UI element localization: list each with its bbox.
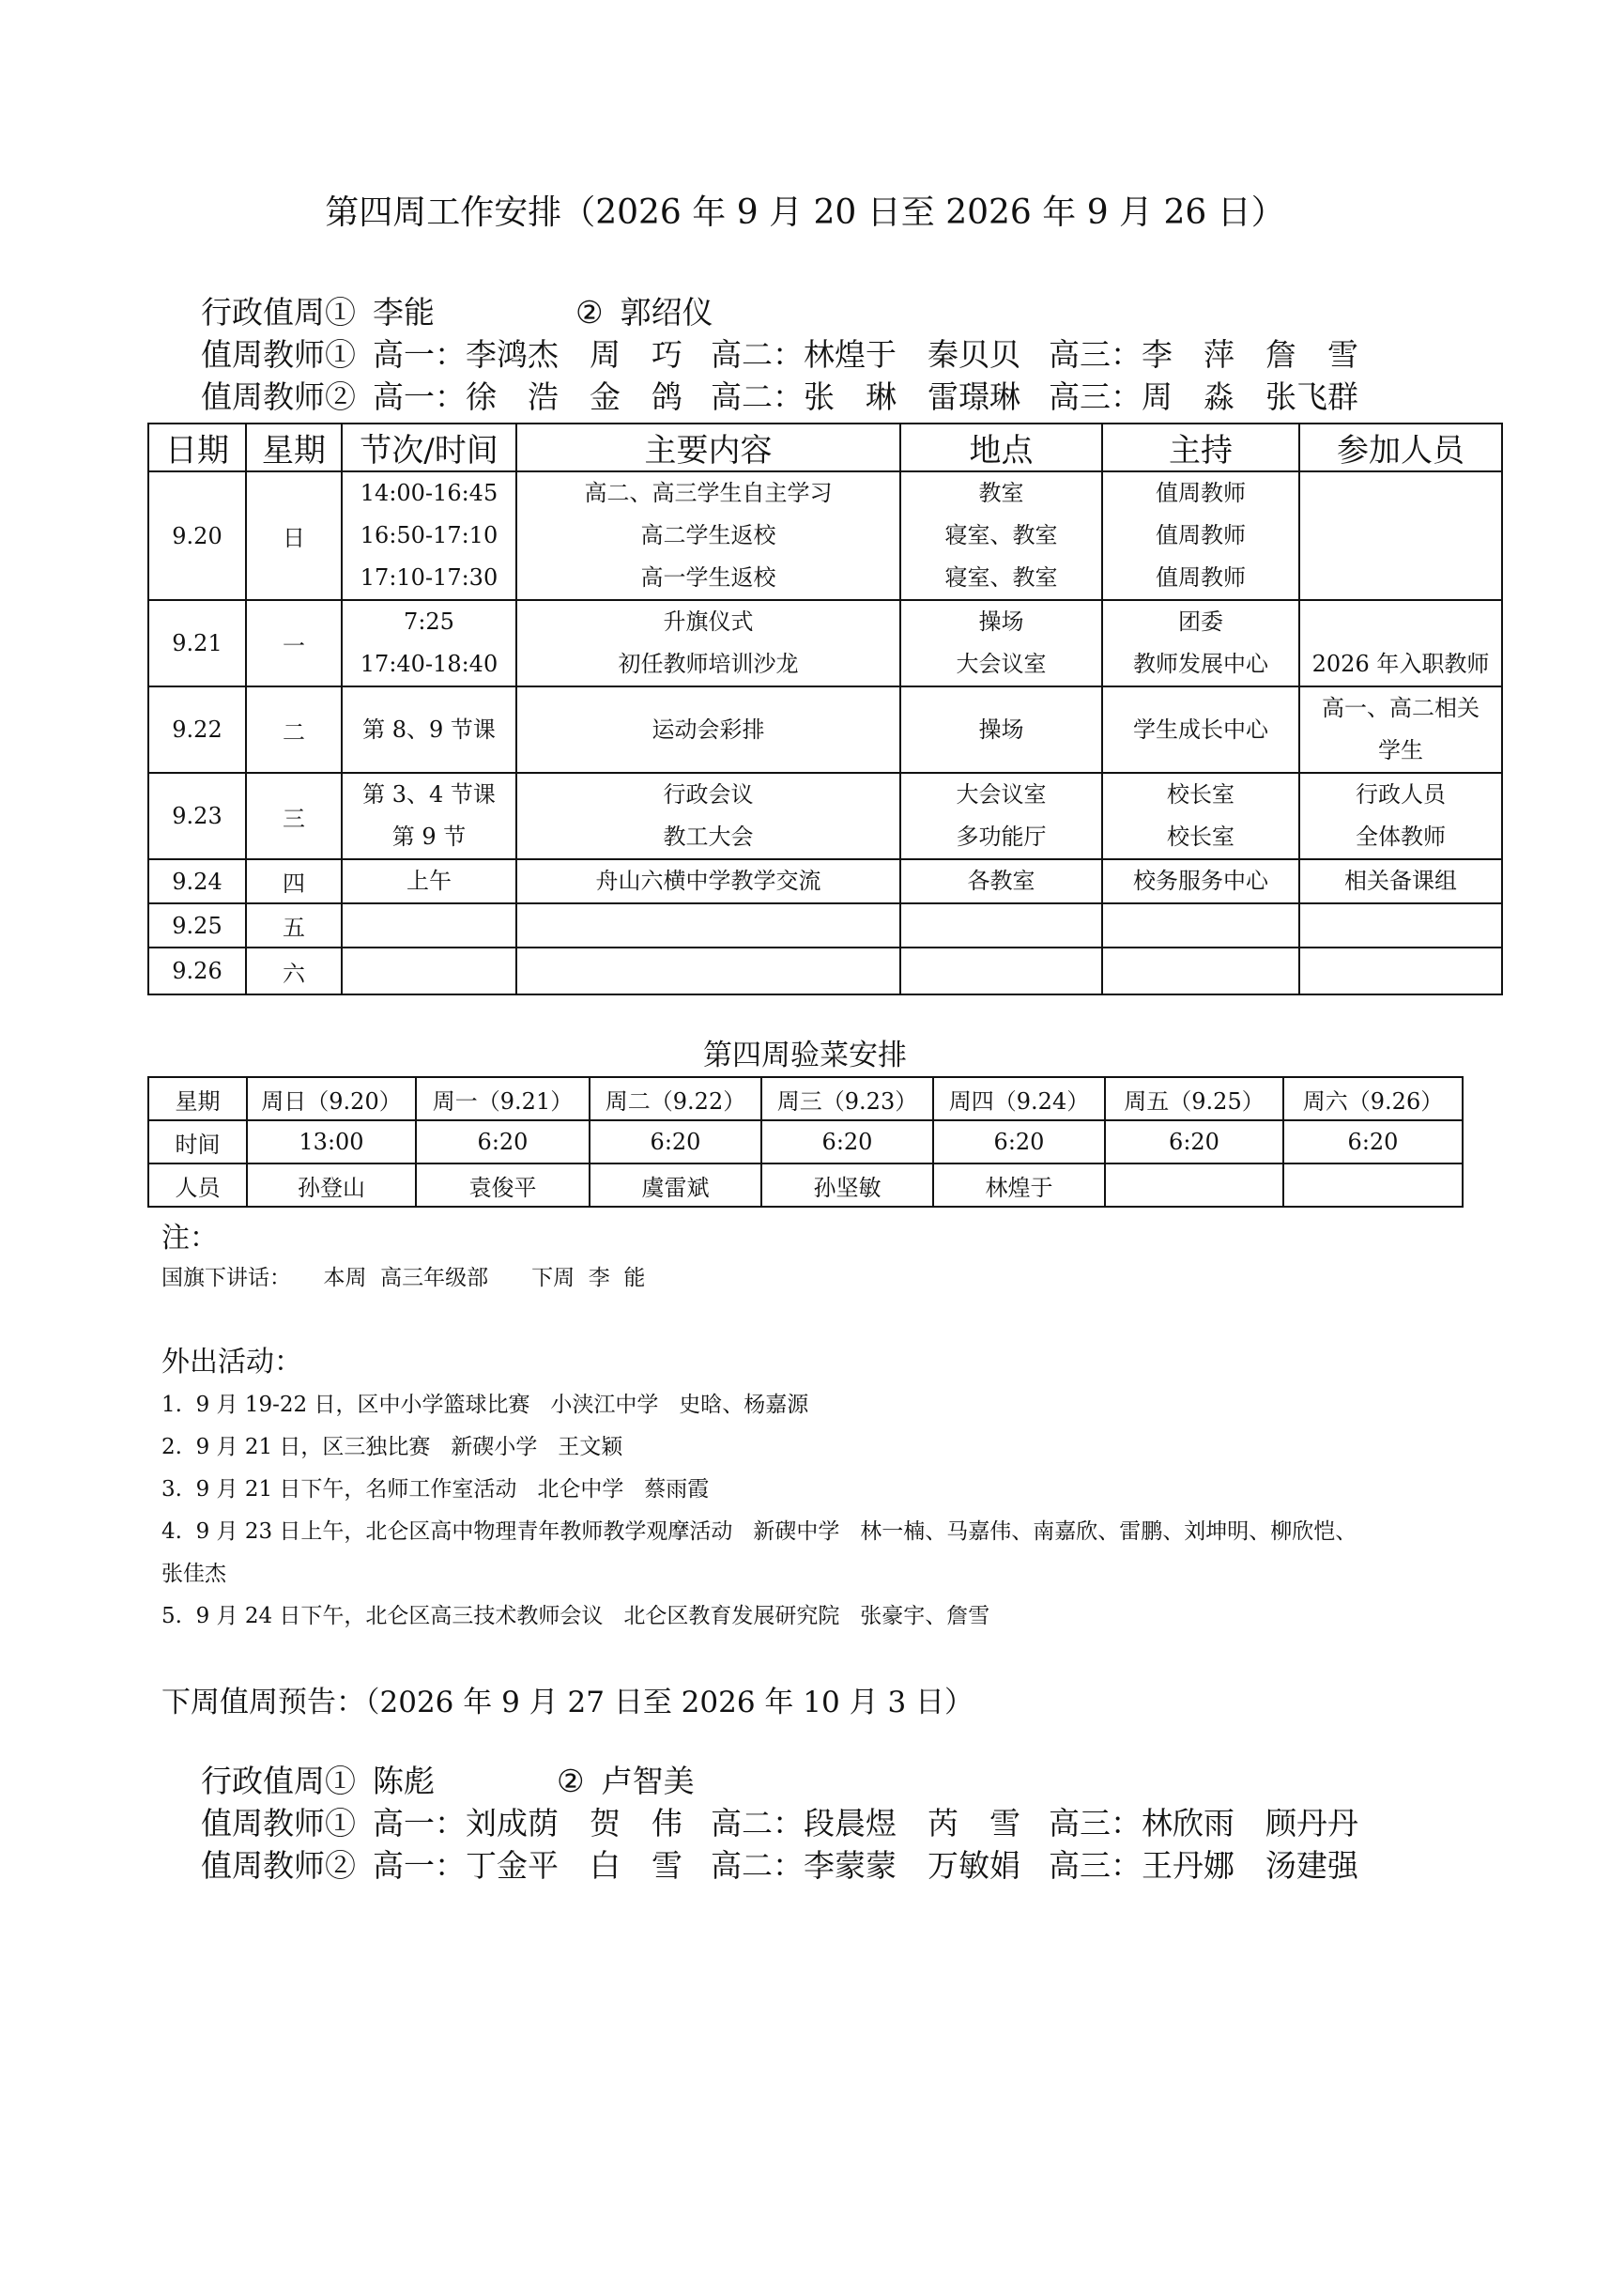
outings-heading: 外出活动： xyxy=(161,1346,302,1379)
place-entry: 操场 xyxy=(978,716,1024,743)
teacher-duty-1-grade2: 高二：林煌于 秦贝贝 xyxy=(710,336,1020,373)
teacher-duty-2-label: 值周教师② xyxy=(200,378,356,415)
time-entry: 第 8、9 节课 xyxy=(362,716,496,743)
veg-time: 6:20 xyxy=(761,1120,933,1163)
row-date: 9.20 xyxy=(148,471,246,600)
row-host xyxy=(1102,600,1299,686)
host-entry: 校长室 xyxy=(1167,824,1234,850)
row-content xyxy=(516,948,900,994)
row-host xyxy=(1102,859,1299,903)
host-entry: 教师发展中心 xyxy=(1133,651,1268,677)
outing-item-continued: 张佳杰 xyxy=(161,1562,226,1586)
time-entry: 7:25 xyxy=(404,609,454,635)
row-date: 9.23 xyxy=(148,773,246,859)
content-entry: 行政会议 xyxy=(663,781,754,808)
row-host xyxy=(1102,686,1299,773)
veg-time: 13:00 xyxy=(247,1120,416,1163)
next-teacher-2-label: 值周教师② xyxy=(200,1847,356,1884)
teacher-duty-2-grade1: 高一：徐 浩 金 鸽 xyxy=(372,378,682,415)
time-entry: 16:50-17:10 xyxy=(360,522,498,548)
admin-duty-2-label: ② xyxy=(575,294,604,331)
row-attendees xyxy=(1299,903,1502,948)
outing-item: 1. 9 月 19-22 日，区中小学篮球比赛 小浃江中学 史晗、杨嘉源 xyxy=(161,1393,809,1417)
veg-time: 6:20 xyxy=(590,1120,761,1163)
next-teacher-2-grade2: 高二：李蒙蒙 万敏娟 xyxy=(710,1847,1020,1884)
row-host xyxy=(1102,903,1299,948)
veg-person: 虞雷斌 xyxy=(590,1163,761,1207)
row-date: 9.22 xyxy=(148,686,246,773)
header-host: 主持 xyxy=(1102,424,1299,471)
row-weekday: 二 xyxy=(246,686,342,773)
row-time xyxy=(342,859,516,903)
place-entry: 教室 xyxy=(978,480,1024,506)
row-date: 9.26 xyxy=(148,948,246,994)
row-place xyxy=(900,471,1102,600)
outing-item: 2. 9 月 21 日，区三独比赛 新碶小学 王文颖 xyxy=(161,1435,623,1459)
veg-person xyxy=(1105,1163,1283,1207)
content-entry: 高二学生返校 xyxy=(640,522,776,548)
page-title: 第四周工作安排（2026 年 9 月 20 日至 2026 年 9 月 26 日） xyxy=(325,193,1285,232)
schedule-row xyxy=(148,859,1502,903)
veg-person: 孙坚敏 xyxy=(761,1163,933,1207)
row-place xyxy=(900,859,1102,903)
attendee-entry: 相关备课组 xyxy=(1344,868,1457,894)
next-admin-1: 陈彪 xyxy=(372,1763,435,1799)
row-weekday: 日 xyxy=(246,471,342,600)
next-teacher-1-label: 值周教师① xyxy=(200,1805,356,1841)
row-time xyxy=(342,471,516,600)
schedule-row xyxy=(148,600,1502,686)
outing-item: 5. 9 月 24 日下午，北仑区高三技术教师会议 北仑区教育发展研究院 张豪宇、詹雪 xyxy=(161,1604,990,1628)
row-place xyxy=(900,773,1102,859)
place-entry: 多功能厅 xyxy=(956,824,1047,850)
veg-day: 周日（9.20） xyxy=(247,1077,416,1120)
row-time xyxy=(342,773,516,859)
veg-row-people xyxy=(148,1163,1463,1207)
schedule-row xyxy=(148,903,1502,948)
vegetable-caption: 第四周验菜安排 xyxy=(703,1039,907,1072)
row-content xyxy=(516,903,900,948)
host-entry: 值周教师 xyxy=(1156,522,1246,548)
header-attendees: 参加人员 xyxy=(1299,424,1502,471)
schedule-header-row xyxy=(148,424,1502,471)
veg-row-times xyxy=(148,1120,1463,1163)
row-place xyxy=(900,600,1102,686)
notes-heading: 注： xyxy=(161,1222,218,1255)
row-host xyxy=(1102,773,1299,859)
next-admin-label: 行政值周① xyxy=(200,1763,356,1799)
place-entry: 各教室 xyxy=(967,868,1035,894)
next-teacher-2-grade1: 高一：丁金平 白 雪 xyxy=(372,1847,682,1884)
veg-day: 周六（9.26） xyxy=(1283,1077,1463,1120)
admin-duty-2: 郭绍仪 xyxy=(620,294,713,331)
place-entry: 大会议室 xyxy=(956,781,1047,808)
header-content: 主要内容 xyxy=(516,424,900,471)
header-weekday: 星期 xyxy=(246,424,342,471)
row-host xyxy=(1102,948,1299,994)
schedule-row xyxy=(148,948,1502,994)
veg-label-person: 人员 xyxy=(148,1163,247,1207)
header-time: 节次/时间 xyxy=(342,424,516,471)
content-entry: 教工大会 xyxy=(663,824,754,850)
place-entry: 寝室、教室 xyxy=(944,522,1058,548)
row-host xyxy=(1102,471,1299,600)
schedule-row xyxy=(148,773,1502,859)
place-entry: 大会议室 xyxy=(956,651,1047,677)
content-entry: 高一学生返校 xyxy=(640,564,776,591)
time-entry: 上午 xyxy=(406,868,452,894)
next-admin-2-label: ② xyxy=(556,1763,585,1799)
teacher-duty-2-grade2: 高二：张 琳 雷璟琳 xyxy=(710,378,1020,415)
header-place: 地点 xyxy=(900,424,1102,471)
row-attendees xyxy=(1299,600,1502,686)
flag-speech-note: 国旗下讲话： 本周 高三年级部 下周 李 能 xyxy=(161,1266,646,1290)
row-content xyxy=(516,859,900,903)
time-entry: 第 9 节 xyxy=(391,824,467,850)
row-place xyxy=(900,903,1102,948)
veg-person: 袁俊平 xyxy=(416,1163,590,1207)
row-weekday: 五 xyxy=(246,903,342,948)
attendee-entry: 行政人员 xyxy=(1356,781,1446,808)
header-date: 日期 xyxy=(148,424,246,471)
veg-day: 周一（9.21） xyxy=(416,1077,590,1120)
veg-row-days xyxy=(148,1077,1463,1120)
row-attendees xyxy=(1299,859,1502,903)
veg-time: 6:20 xyxy=(416,1120,590,1163)
content-entry: 升旗仪式 xyxy=(663,609,754,635)
time-entry: 17:10-17:30 xyxy=(360,564,498,591)
host-entry: 校长室 xyxy=(1167,781,1234,808)
veg-label-time: 时间 xyxy=(148,1120,247,1163)
teacher-duty-1-grade1: 高一：李鸿杰 周 巧 xyxy=(372,336,682,373)
veg-day: 周二（9.22） xyxy=(590,1077,761,1120)
veg-day: 周五（9.25） xyxy=(1105,1077,1283,1120)
row-weekday: 三 xyxy=(246,773,342,859)
next-teacher-1-grade2: 高二：段晨煜 芮 雪 xyxy=(710,1805,1020,1841)
row-content xyxy=(516,600,900,686)
schedule-row xyxy=(148,686,1502,773)
veg-person xyxy=(1283,1163,1463,1207)
row-content xyxy=(516,686,900,773)
row-date: 9.25 xyxy=(148,903,246,948)
teacher-duty-2-grade3: 高三：周 淼 张飞群 xyxy=(1048,378,1358,415)
next-teacher-1-grade3: 高三：林欣雨 顾丹丹 xyxy=(1048,1805,1358,1841)
row-attendees xyxy=(1299,948,1502,994)
row-attendees xyxy=(1299,773,1502,859)
row-weekday: 六 xyxy=(246,948,342,994)
veg-time: 6:20 xyxy=(1105,1120,1283,1163)
host-entry: 学生成长中心 xyxy=(1133,716,1268,743)
admin-duty-label: 行政值周① xyxy=(200,294,356,331)
content-entry: 初任教师培训沙龙 xyxy=(618,651,799,677)
next-teacher-2-grade3: 高三：王丹娜 汤建强 xyxy=(1048,1847,1358,1884)
veg-person: 孙登山 xyxy=(247,1163,416,1207)
veg-time: 6:20 xyxy=(1283,1120,1463,1163)
outing-item: 3. 9 月 21 日下午，名师工作室活动 北仑中学 蔡雨霞 xyxy=(161,1477,710,1502)
vegetable-inspection-table xyxy=(147,1076,1464,1208)
row-attendees xyxy=(1299,471,1502,600)
outing-item: 4. 9 月 23 日上午，北仑区高中物理青年教师教学观摩活动 新碶中学 林一楠、马嘉伟、南嘉欣、雷鹏、刘坤明、柳欣恺、 xyxy=(161,1519,1357,1544)
row-time xyxy=(342,948,516,994)
veg-person: 林煌于 xyxy=(933,1163,1105,1207)
row-date: 9.24 xyxy=(148,859,246,903)
attendee-entry: 全体教师 xyxy=(1356,824,1446,850)
veg-label-weekday: 星期 xyxy=(148,1077,247,1120)
row-place xyxy=(900,686,1102,773)
host-entry: 值周教师 xyxy=(1156,480,1246,506)
place-entry: 操场 xyxy=(978,609,1024,635)
schedule-row xyxy=(148,471,1502,600)
content-entry: 高二、高三学生自主学习 xyxy=(584,480,833,506)
content-entry: 运动会彩排 xyxy=(652,716,765,743)
admin-duty-1: 李能 xyxy=(372,294,435,331)
row-content xyxy=(516,471,900,600)
place-entry: 寝室、教室 xyxy=(944,564,1058,591)
next-teacher-1-grade1: 高一：刘成荫 贺 伟 xyxy=(372,1805,682,1841)
row-content xyxy=(516,773,900,859)
veg-day: 周三（9.23） xyxy=(761,1077,933,1120)
teacher-duty-1-grade3: 高三：李 萍 詹 雪 xyxy=(1048,336,1358,373)
teacher-duty-1-label: 值周教师① xyxy=(200,336,356,373)
veg-day: 周四（9.24） xyxy=(933,1077,1105,1120)
next-week-heading: 下周值周预告：（2026 年 9 月 27 日至 2026 年 10 月 3 日） xyxy=(161,1686,974,1719)
host-entry: 团委 xyxy=(1178,609,1223,635)
veg-time: 6:20 xyxy=(933,1120,1105,1163)
content-entry: 舟山六横中学教学交流 xyxy=(595,868,821,894)
time-entry: 第 3、4 节课 xyxy=(362,781,496,808)
row-time xyxy=(342,903,516,948)
weekly-schedule-table xyxy=(147,423,1503,995)
attendee-entry: 2026 年入职教师 xyxy=(1311,651,1490,677)
row-weekday: 四 xyxy=(246,859,342,903)
next-teacher-duty-2-line xyxy=(161,1805,1358,1922)
row-attendees xyxy=(1299,686,1502,773)
time-entry: 17:40-18:40 xyxy=(360,651,498,677)
row-place xyxy=(900,948,1102,994)
host-entry: 校务服务中心 xyxy=(1133,868,1268,894)
host-entry: 值周教师 xyxy=(1156,564,1246,591)
next-admin-2: 卢智美 xyxy=(601,1763,695,1799)
attendee-entry: 学生 xyxy=(1378,737,1423,763)
attendee-entry xyxy=(1300,601,1501,643)
row-time xyxy=(342,600,516,686)
row-weekday: 一 xyxy=(246,600,342,686)
row-date: 9.21 xyxy=(148,600,246,686)
time-entry: 14:00-16:45 xyxy=(360,480,498,506)
row-time xyxy=(342,686,516,773)
attendee-entry: 高一、高二相关 xyxy=(1322,695,1480,721)
